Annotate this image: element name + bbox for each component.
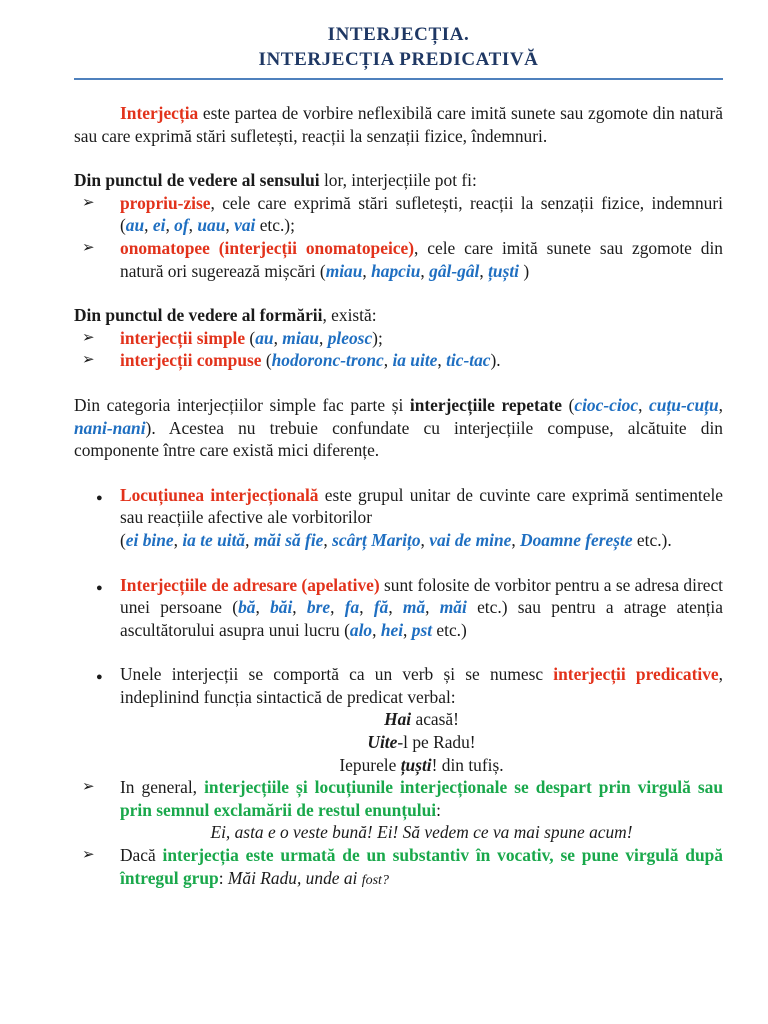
example: băi <box>270 597 293 618</box>
example: gâl-gâl <box>429 260 480 281</box>
sens-heading-bold: Din punctul de vedere al sensului <box>74 170 320 191</box>
formare-heading <box>74 304 723 327</box>
list-item-onomatopee: ➢ onomatopee (interjecții onomatopeice), cele care imită sunete sau zgomote din natură ori sugerează mișcări (miau, hapciu, gâl-gâl, țuști ) <box>82 237 723 281</box>
page-title <box>74 22 723 72</box>
example: bă <box>238 597 256 618</box>
example-rest: acasă! <box>411 709 459 730</box>
example: Doamne ferește <box>520 529 633 550</box>
intro-paragraph <box>74 102 723 147</box>
formare-heading-rest: , există: <box>322 305 377 326</box>
example: alo <box>349 619 373 640</box>
term-onomatopee: onomatopee (interjecții onomatopeice) <box>120 237 415 258</box>
item-tail: ); <box>372 327 383 348</box>
example: măi să fie <box>253 529 324 550</box>
example: fa <box>344 597 360 618</box>
example: cuțu-cuțu <box>649 394 719 415</box>
example-line-2 <box>74 731 723 754</box>
example: scârț Marițo <box>332 529 421 550</box>
example-bold: țuști <box>400 754 432 775</box>
example-bold: Uite <box>367 732 398 753</box>
example: ei bine <box>125 529 174 550</box>
rule-highlight: interjecția este urmată de un substantiv în vocativ, se pune virgulă după întregul grup <box>120 845 723 888</box>
bullet-adresare: ● Interjecțiile de adresare (apelative) sunt folosite de vorbitor pentru a se adresa direct unei persoane (bă, băi, bre, fa, fă, mă, măi etc.) sau pentru a atrage atenția ascultătorului asupra unui lucru (alo, hei, pst etc.) <box>96 574 724 640</box>
document-page <box>74 22 723 892</box>
example: uau <box>197 215 226 236</box>
term-adresare: Interjecțiile de adresare (apelative) <box>120 574 380 595</box>
example: au <box>255 327 274 348</box>
round-bullet-icon: ● <box>96 581 103 594</box>
predicative-start: Unele interjecții se comportă ca un verb și se numesc <box>120 664 554 685</box>
list-item-virgula-1 <box>74 776 723 821</box>
arrow-bullet-icon: ➢ <box>82 329 95 346</box>
list-item-interjectii-compuse: ➢ interjecții compuse (hodoronc-tronc, ia uite, tic-tac). <box>82 350 501 371</box>
intro-text: este partea de vorbire neflexibilă care imită sunete sau zgomote din natură sau care exprimă stări sufletești, reacții la senzații fizice, îndemnuri. <box>74 103 723 146</box>
repetate-paragraph: Din categoria interjecțiilor simple fac parte și interjecțiile repetate (cioc-cioc, cuțu-cuțu, nani-nani). Acestea nu trebuie confundate cu interjecțiile compuse, alcătuite din componente între care există mici diferențe. <box>74 394 723 461</box>
example: ei <box>152 215 166 236</box>
arrow-bullet-icon: ➢ <box>82 194 95 211</box>
term-interjectia: Interjecția <box>120 103 199 123</box>
predicative-rest: , indeplinind funcția sintactică de predicat verbal: <box>120 664 724 707</box>
example-rest: ! din tufiș. <box>431 754 504 775</box>
item-text: , cele care exprimă stări sufletești, reacții la senzații fizice, indemnuri ( <box>120 192 723 236</box>
term-propriu-zise: propriu-zise <box>120 192 211 213</box>
example: of <box>174 215 189 236</box>
example: pst <box>411 619 433 640</box>
item-tail: etc.) <box>432 619 467 640</box>
virgula1-example: Ei, asta e o veste bună! Ei! Să vedem ce va mai spune acum! <box>210 822 633 843</box>
list-item-virgula-2 <box>74 844 723 892</box>
arrow-bullet-icon: ➢ <box>82 847 95 864</box>
colon: : <box>436 799 441 820</box>
example: hodoronc-tronc <box>271 350 384 371</box>
example: țuști <box>488 260 520 281</box>
example: ia uite <box>392 350 438 371</box>
example: mă <box>402 597 426 618</box>
example: tic-tac <box>446 350 491 371</box>
example: ia te uită <box>182 529 246 550</box>
example: nani-nani <box>74 417 146 438</box>
example-rest: -l pe Radu! <box>397 732 476 753</box>
list-item-propriu-zise: ➢ propriu-zise, cele care exprimă stări sufletești, reacții la senzații fizice, indemnuri (au, ei, of, uau, vai etc.); <box>82 192 723 236</box>
example: miau <box>325 260 363 281</box>
term-interjectiile-repetate: interjecțiile repetate <box>409 394 562 415</box>
item-text: , cele care imită sunete sau zgomote din natură ori sugerează mișcări ( <box>120 237 723 281</box>
formare-heading-bold: Din punctul de vedere al formării <box>74 305 323 326</box>
example: vai <box>234 215 256 236</box>
title-line-2: INTERJECȚIA PREDICATIVĂ <box>258 49 539 70</box>
paren-open: ( <box>261 350 272 371</box>
arrow-bullet-icon: ➢ <box>82 239 95 256</box>
term-interjectii-compuse: interjecții compuse <box>120 350 262 371</box>
term-locutiune: Locuțiunea interjecțională <box>120 484 319 505</box>
example: au <box>125 215 145 236</box>
item-tail: etc.); <box>255 215 295 236</box>
example: cioc-cioc <box>574 394 639 415</box>
repetate-rest: ). Acestea nu trebuie confundate cu interjecțiile compuse, alcătuite din componente între care există mici diferențe. <box>74 417 723 461</box>
bullet-locutiune: ● Locuțiunea interjecțională este grupul unitar de cuvinte care exprimă sentimentele sau reacțiile afective ale vorbitorilor (ei bine, ia te uită, măi să fie, scârț Marițo, vai de mine, Doamne ferește etc.). <box>96 484 723 550</box>
example: bre <box>306 597 331 618</box>
round-bullet-icon: ● <box>96 671 103 684</box>
example: pleosc <box>327 327 373 348</box>
term-interjectii-predicative: interjecții predicative <box>553 664 719 685</box>
item-tail: ). <box>490 350 501 371</box>
adresare-mid: etc.) sau pentru a atrage atenția ascultătorului asupra unui lucru ( <box>120 597 723 640</box>
colon: : <box>218 867 228 888</box>
example-line-1 <box>74 708 723 731</box>
sens-heading <box>74 169 723 192</box>
round-bullet-icon: ● <box>96 491 103 504</box>
virgula2-start: Dacă <box>120 845 163 866</box>
title-line-1: INTERJECȚIA. <box>327 24 470 45</box>
virgula2-example: Măi Radu, unde ai <box>227 867 362 888</box>
example: măi <box>439 597 467 618</box>
paren-open: ( <box>245 327 256 348</box>
locutiune-text: este grupul unitar de cuvinte care exprimă sentimentele sau reacțiile afective ale vorbitorilor <box>120 484 723 528</box>
rule-highlight: interjecțiile și locuțiunile interjecționale se despart prin virgulă sau prin semnul exclamării de restul enunțului <box>120 777 723 820</box>
example-line-3 <box>74 754 723 777</box>
example: hei <box>380 619 404 640</box>
example: hapciu <box>371 260 421 281</box>
example-bold: Hai <box>384 709 412 730</box>
arrow-bullet-icon: ➢ <box>82 352 95 369</box>
example: fă <box>373 597 389 618</box>
item-tail: ) <box>519 260 530 281</box>
adresare-text: sunt folosite de vorbitor pentru a se adresa direct unei persoane ( <box>120 574 724 618</box>
list-item-interjectii-simple: ➢ interjecții simple (au, miau, pleosc); <box>82 327 383 348</box>
example: miau <box>282 327 320 348</box>
sens-heading-rest: lor, interjecțiile pot fi: <box>319 170 477 191</box>
arrow-bullet-icon: ➢ <box>82 779 95 796</box>
paren-open: ( <box>120 529 126 550</box>
repetate-start: Din categoria interjecțiilor simple fac parte și <box>74 394 410 415</box>
term-interjectii-simple: interjecții simple <box>120 327 246 348</box>
virgula1-start: In general, <box>120 777 205 798</box>
item-tail: etc.). <box>632 529 672 550</box>
example: vai de mine <box>429 529 512 550</box>
example-start: Iepurele <box>339 754 401 775</box>
virgula2-example-end: fost? <box>361 872 389 888</box>
bullet-predicative <box>74 663 723 708</box>
paren-open: ( <box>561 394 575 415</box>
